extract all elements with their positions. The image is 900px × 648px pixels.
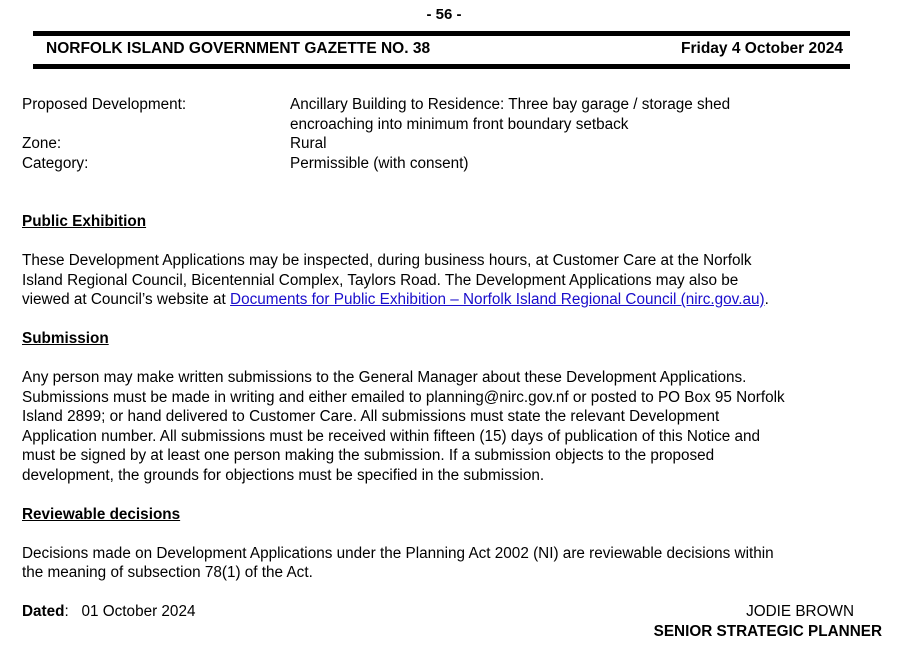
dated-separator: : — [64, 603, 82, 620]
line-prefix: viewed at Council’s website at — [22, 291, 231, 308]
submission-paragraph — [22, 368, 882, 485]
reviewable-paragraph — [22, 544, 882, 583]
paragraph-line: development, the grounds for objections must be specified in the submission. — [22, 466, 545, 484]
detail-value: Permissible (with consent) — [290, 154, 469, 172]
gazette-title: NORFOLK ISLAND GOVERNMENT GAZETTE NO. 38 — [46, 40, 431, 57]
paragraph-line: Any person may make written submissions to the General Manager about these Development Applications. — [22, 369, 747, 386]
detail-label: Zone: — [22, 135, 62, 152]
signoff-title-row — [22, 622, 882, 642]
paragraph-line: Island 2899; or hand delivered to Customer Care. All submissions must state the relevant Development — [22, 408, 720, 425]
header-rule-top — [33, 31, 850, 36]
detail-row-proposed-development — [22, 95, 882, 134]
signatory-title: SENIOR STRATEGIC PLANNER — [653, 622, 882, 640]
paragraph-line: Application number. All submissions must be received within fifteen (15) days of publication of this Notice and — [22, 427, 761, 445]
signatory-name: JODIE BROWN — [746, 603, 854, 620]
heading-submission: Submission — [22, 330, 109, 347]
heading-public-exhibition: Public Exhibition — [22, 213, 147, 230]
detail-row-zone — [22, 134, 882, 154]
paragraph-line: must be signed by at least one person making the submission. If a submission objects to the proposed — [22, 447, 715, 464]
paragraph-line: Submissions must be made in writing and either emailed to planning@nirc.gov.nf or posted to PO Box 95 Norfolk — [22, 388, 785, 406]
signoff-dated-row — [22, 602, 882, 622]
paragraph-line: These Development Applications may be inspected, during business hours, at Customer Care at the Norfolk — [22, 252, 752, 269]
detail-row-category — [22, 154, 882, 174]
paragraph-line — [22, 290, 882, 310]
detail-label: Proposed Development: — [22, 96, 187, 113]
paragraph-line: Island Regional Council, Bicentennial Complex, Taylors Road. The Development Applications may also be — [22, 271, 739, 289]
heading-reviewable-decisions: Reviewable decisions — [22, 505, 181, 523]
public-exhibition-paragraph — [22, 251, 882, 310]
detail-value-line: Ancillary Building to Residence: Three bay garage / storage shed — [290, 96, 731, 113]
detail-label: Category: — [22, 154, 89, 172]
page-number: - 56 - — [426, 6, 462, 23]
public-exhibition-link[interactable]: Documents for Public Exhibition – Norfolk Island Regional Council (nirc.gov.au) — [230, 291, 765, 308]
dated-label: Dated — [22, 603, 65, 620]
line-suffix: . — [764, 291, 769, 308]
gazette-date: Friday 4 October 2024 — [681, 40, 843, 57]
header-rule-bottom — [33, 64, 850, 69]
notice-body — [22, 95, 882, 641]
detail-value: Rural — [290, 135, 327, 152]
paragraph-line: Decisions made on Development Applications under the Planning Act 2002 (NI) are reviewable decisions within — [22, 544, 774, 562]
paragraph-line: the meaning of subsection 78(1) of the Act. — [22, 564, 313, 581]
detail-value-line: encroaching into minimum front boundary setback — [290, 115, 629, 133]
dated-value: 01 October 2024 — [81, 603, 196, 620]
detail-value — [290, 95, 882, 134]
